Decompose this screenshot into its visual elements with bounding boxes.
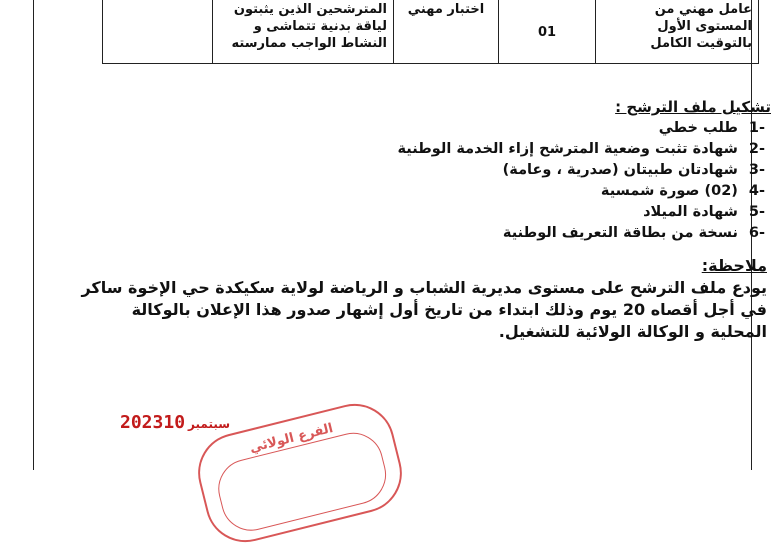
position-cell: عامل مهني من المستوى الأول بالتوقيت الكامل: [596, 0, 759, 64]
conditions-cell: المترشحين الذين يثبتون لياقة بدنية تتماشى و النشاط الواجب ممارسته: [213, 0, 394, 64]
item-text: شهادة تثبت وضعية المترشح إزاء الخدمة الوطنية: [397, 141, 738, 157]
list-item: [398, 139, 765, 160]
date-year: 2023: [120, 412, 164, 433]
note-body: يودع ملف الترشح على مستوى مديرية الشباب و الرياضة لولاية سكيكدة حي الإخوة ساكر في أجل أقصاه 20 يوم وذلك ابتداء من تاريخ أول إشهار صدور هذا الإعلان بالوكالة المحلية و الوكالة الولائية للتشغيل.: [81, 278, 767, 341]
note-heading: ملاحظة:: [701, 256, 767, 275]
empty-cell: [103, 0, 213, 64]
item-number: -6: [748, 225, 765, 241]
note-section: [77, 255, 767, 343]
recruitment-mode-cell: اختبار مهني: [394, 0, 499, 64]
application-file-section: [398, 96, 771, 244]
section-heading: تشكيل ملف الترشح :: [615, 98, 771, 116]
item-text: (02) صورة شمسية: [600, 183, 738, 199]
item-text: شهادتان طبيتان (صدرية ، وعامة): [502, 162, 738, 178]
list-item: [398, 202, 765, 223]
date-month: سبتمبر: [188, 417, 231, 431]
date-day: 10: [163, 412, 186, 433]
signature-date: [120, 412, 233, 433]
count-cell: 01: [499, 0, 596, 64]
requirements-table: [102, 0, 759, 64]
stamp-text: الفرع الولائي: [248, 420, 335, 457]
item-number: -5: [748, 204, 765, 220]
list-item: [398, 181, 765, 202]
item-text: طلب خطي: [658, 120, 738, 136]
item-number: -3: [748, 162, 765, 178]
list-item: [398, 223, 765, 244]
document-list: [398, 118, 771, 244]
list-item: [398, 160, 765, 181]
item-text: نسخة من بطاقة التعريف الوطنية: [502, 225, 738, 241]
list-item: [398, 118, 765, 139]
item-number: -2: [748, 141, 765, 157]
item-number: -4: [748, 183, 765, 199]
item-number: -1: [748, 120, 765, 136]
table-row: [103, 0, 759, 64]
item-text: شهادة الميلاد: [643, 204, 738, 220]
